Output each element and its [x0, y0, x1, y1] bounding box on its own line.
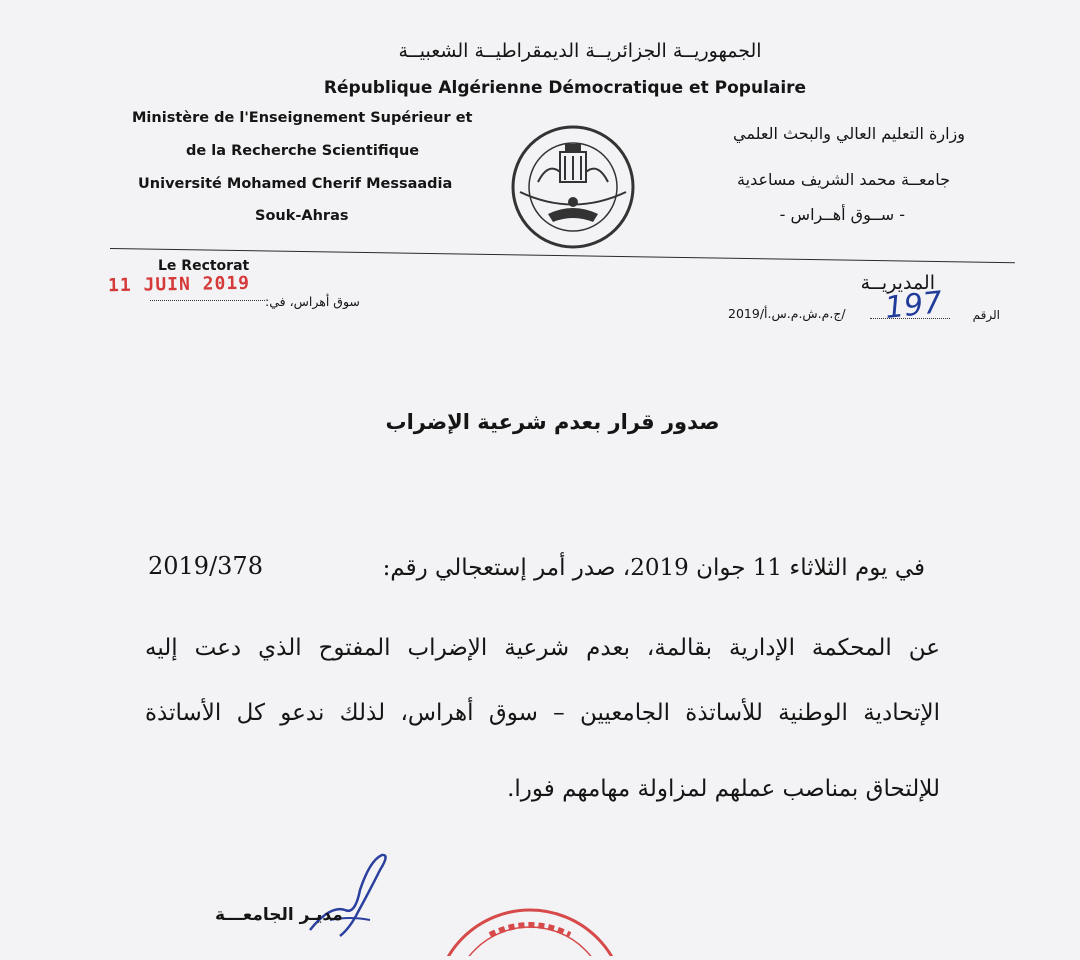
handwritten-signature	[300, 850, 410, 944]
order-number: 2019/378	[148, 552, 263, 580]
country-title-french: République Algérienne Démocratique et Populaire	[323, 78, 807, 98]
place-date-label: سوق أهراس، في:	[265, 294, 360, 309]
ministry-name-arabic: وزارة التعليم العالي والبحث العلمي	[733, 124, 965, 143]
reference-number-handwritten: 197	[883, 285, 944, 326]
body-line-3: الإتحادية الوطنية للأساتذة الجامعيين – سوق أهراس، لذلك ندعو كل الأساتذة	[145, 700, 940, 726]
university-logo	[508, 122, 638, 256]
city-name-arabic: - ســوق أهــراس -	[779, 205, 905, 224]
university-name-arabic: جامعــة محمد الشريف مساعدية	[737, 170, 950, 189]
rectorat-label: Le Rectorat	[158, 258, 250, 274]
university-name-french: Université Mohamed Cherif Messaadia	[138, 176, 453, 192]
direction-label: المديريــة	[860, 272, 935, 294]
country-title-arabic: الجمهوريــة الجزائريــة الديمقراطيــة الشعبيــة	[398, 40, 762, 62]
director-title: مديـر الجامعـــة	[215, 905, 343, 925]
body-line-2: عن المحكمة الإدارية بقالمة، بعدم شرعية الإضراب المفتوح الذي دعت إليه	[145, 635, 940, 661]
city-name-french: Souk-Ahras	[255, 208, 349, 224]
place-dots	[150, 300, 265, 301]
ministry-name-french-line1: Ministère de l'Enseignement Supérieur et	[132, 110, 473, 126]
body-line-1: في يوم الثلاثاء 11 جوان 2019، صدر أمر إستعجالي رقم:	[382, 555, 925, 581]
official-round-stamp	[430, 905, 630, 960]
body-line-4: للإلتحاق بمناصب عملهم لمزاولة مهامهم فورا.	[507, 776, 940, 802]
reference-label: الرقم	[972, 308, 1000, 322]
date-stamp: 11 JUIN 2019	[107, 272, 251, 297]
document-title: صدور قرار بعدم شرعية الإضراب	[385, 410, 720, 434]
ministry-name-french-line2: de la Recherche Scientifique	[186, 143, 420, 159]
reference-suffix: /ج.م.ش.م.س.أ/2019	[728, 306, 846, 321]
